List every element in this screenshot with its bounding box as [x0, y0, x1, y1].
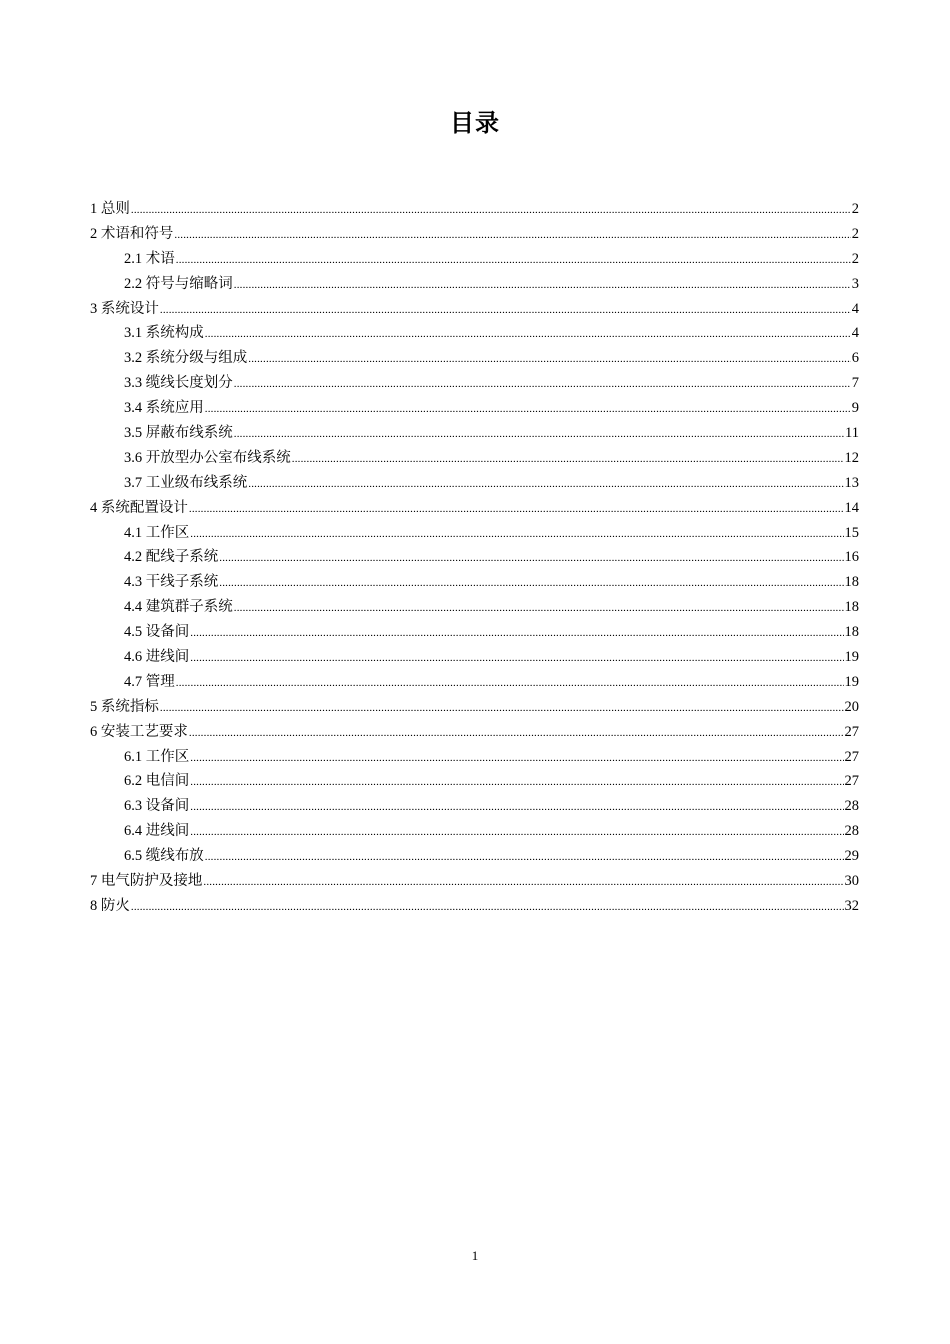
toc-dot-leader [131, 198, 851, 223]
table-of-contents [90, 197, 859, 919]
toc-entry-label: 3.6 开放型办公室布线系统 [124, 449, 291, 466]
toc-entry-page: 19 [844, 673, 859, 690]
toc-dot-leader [190, 770, 843, 795]
toc-dot-leader [190, 820, 843, 845]
toc-entry-label: 3.1 系统构成 [124, 325, 204, 342]
toc-entry[interactable] [90, 769, 859, 794]
toc-dot-leader [190, 646, 843, 671]
toc-entry-page: 13 [844, 474, 859, 491]
toc-entry-label: 2 术语和符号 [90, 225, 174, 242]
toc-entry-label: 4.4 建筑群子系统 [124, 599, 233, 616]
toc-entry[interactable] [90, 695, 859, 720]
toc-entry[interactable] [90, 670, 859, 695]
toc-dot-leader [219, 571, 843, 596]
toc-entry-label: 1 总则 [90, 201, 130, 217]
toc-entry-label: 3.7 工业级布线系统 [124, 474, 248, 491]
toc-entry-label: 6.4 进线间 [124, 823, 190, 840]
toc-dot-leader [292, 447, 844, 472]
toc-entry-page: 27 [844, 773, 859, 790]
toc-entry-page: 29 [844, 848, 859, 865]
toc-entry-page: 4 [851, 300, 859, 317]
toc-entry[interactable] [90, 521, 859, 546]
toc-entry[interactable] [90, 620, 859, 645]
toc-entry-page: 28 [844, 798, 859, 815]
toc-entry-label: 4.7 管理 [124, 673, 175, 690]
toc-dot-leader [205, 845, 844, 870]
toc-entry[interactable] [90, 645, 859, 670]
toc-dot-leader [160, 696, 844, 721]
toc-entry[interactable] [90, 297, 859, 322]
toc-entry-page: 19 [844, 649, 859, 666]
toc-entry[interactable] [90, 894, 859, 919]
toc-entry-label: 6.2 电信间 [124, 773, 190, 790]
toc-entry[interactable] [90, 321, 859, 346]
toc-entry-page: 6 [851, 350, 859, 367]
toc-dot-leader [219, 546, 843, 571]
toc-entry[interactable] [90, 197, 859, 222]
toc-entry-page: 12 [844, 449, 859, 466]
toc-dot-leader [189, 497, 844, 522]
toc-entry-page: 32 [844, 897, 859, 914]
toc-entry-label: 3.5 屏蔽布线系统 [124, 425, 233, 442]
toc-entry-page: 11 [845, 425, 859, 442]
toc-entry-label: 3.2 系统分级与组成 [124, 350, 248, 367]
page-number: 1 [471, 1248, 479, 1263]
toc-dot-leader [234, 273, 851, 298]
toc-entry-label: 4.1 工作区 [124, 524, 190, 541]
toc-entry[interactable] [90, 446, 859, 471]
toc-entry-page: 3 [851, 275, 859, 292]
toc-entry-page: 2 [851, 250, 859, 267]
toc-entry-page: 18 [844, 599, 859, 616]
toc-entry-page: 27 [844, 748, 859, 765]
toc-entry-label: 6.5 缆线布放 [124, 848, 204, 865]
toc-entry[interactable] [90, 222, 859, 247]
toc-entry-page: 9 [851, 400, 859, 417]
toc-dot-leader [176, 248, 851, 273]
toc-entry-page: 18 [844, 624, 859, 641]
toc-entry[interactable] [90, 844, 859, 869]
toc-entry-label: 7 电气防护及接地 [90, 873, 203, 890]
toc-entry-label: 2.1 术语 [124, 250, 175, 267]
toc-dot-leader [190, 746, 843, 771]
toc-entry-label: 4.2 配线子系统 [124, 549, 219, 566]
toc-entry-label: 3 系统设计 [90, 300, 159, 317]
toc-dot-leader [176, 671, 844, 696]
toc-dot-leader [234, 372, 851, 397]
toc-entry[interactable] [90, 745, 859, 770]
toc-entry[interactable] [90, 570, 859, 595]
toc-entry-label: 6.3 设备间 [124, 798, 190, 815]
toc-entry[interactable] [90, 396, 859, 421]
toc-dot-leader [190, 621, 843, 646]
toc-entry[interactable] [90, 720, 859, 745]
toc-dot-leader [203, 870, 843, 895]
toc-entry-page: 27 [844, 723, 859, 740]
toc-dot-leader [189, 721, 844, 746]
toc-entry-page: 18 [844, 574, 859, 591]
toc-entry[interactable] [90, 346, 859, 371]
toc-entry[interactable] [90, 471, 859, 496]
toc-entry-label: 8 防火 [90, 897, 130, 914]
toc-entry-label: 4 系统配置设计 [90, 499, 188, 516]
toc-entry-label: 3.3 缆线长度划分 [124, 375, 233, 392]
toc-entry-label: 4.6 进线间 [124, 649, 190, 666]
toc-entry-page: 2 [851, 201, 859, 217]
toc-dot-leader [174, 223, 850, 248]
toc-dot-leader [248, 347, 851, 372]
toc-entry[interactable] [90, 869, 859, 894]
toc-dot-leader [205, 322, 851, 347]
toc-entry-page: 15 [844, 524, 859, 541]
toc-dot-leader [234, 422, 844, 447]
toc-entry-label: 6 安装工艺要求 [90, 723, 188, 740]
toc-entry-label: 6.1 工作区 [124, 748, 190, 765]
toc-dot-leader [131, 895, 844, 920]
toc-entry-label: 2.2 符号与缩略词 [124, 275, 233, 292]
toc-entry-page: 30 [844, 873, 859, 890]
toc-dot-leader [248, 472, 843, 497]
toc-entry[interactable] [90, 595, 859, 620]
toc-entry-page: 4 [851, 325, 859, 342]
toc-entry[interactable] [90, 247, 859, 272]
toc-entry[interactable] [90, 371, 859, 396]
toc-entry-page: 20 [844, 698, 859, 715]
toc-dot-leader [205, 397, 851, 422]
toc-entry-page: 28 [844, 823, 859, 840]
toc-entry-page: 16 [844, 549, 859, 566]
toc-entry-page: 2 [851, 225, 859, 242]
toc-entry[interactable] [90, 794, 859, 819]
toc-dot-leader [190, 522, 843, 547]
toc-dot-leader [190, 795, 843, 820]
toc-entry[interactable] [90, 545, 859, 570]
toc-dot-leader [234, 596, 844, 621]
toc-dot-leader [160, 298, 851, 323]
toc-entry[interactable] [90, 819, 859, 844]
toc-entry[interactable] [90, 421, 859, 446]
toc-entry-label: 4.3 干线子系统 [124, 574, 219, 591]
toc-entry-label: 4.5 设备间 [124, 624, 190, 641]
toc-entry-label: 5 系统指标 [90, 698, 159, 715]
toc-entry-page: 7 [851, 375, 859, 392]
toc-entry[interactable] [90, 272, 859, 297]
toc-entry-page: 14 [844, 499, 859, 516]
page-title: 目录 [450, 109, 500, 137]
toc-entry-label: 3.4 系统应用 [124, 400, 204, 417]
toc-entry[interactable] [90, 496, 859, 521]
